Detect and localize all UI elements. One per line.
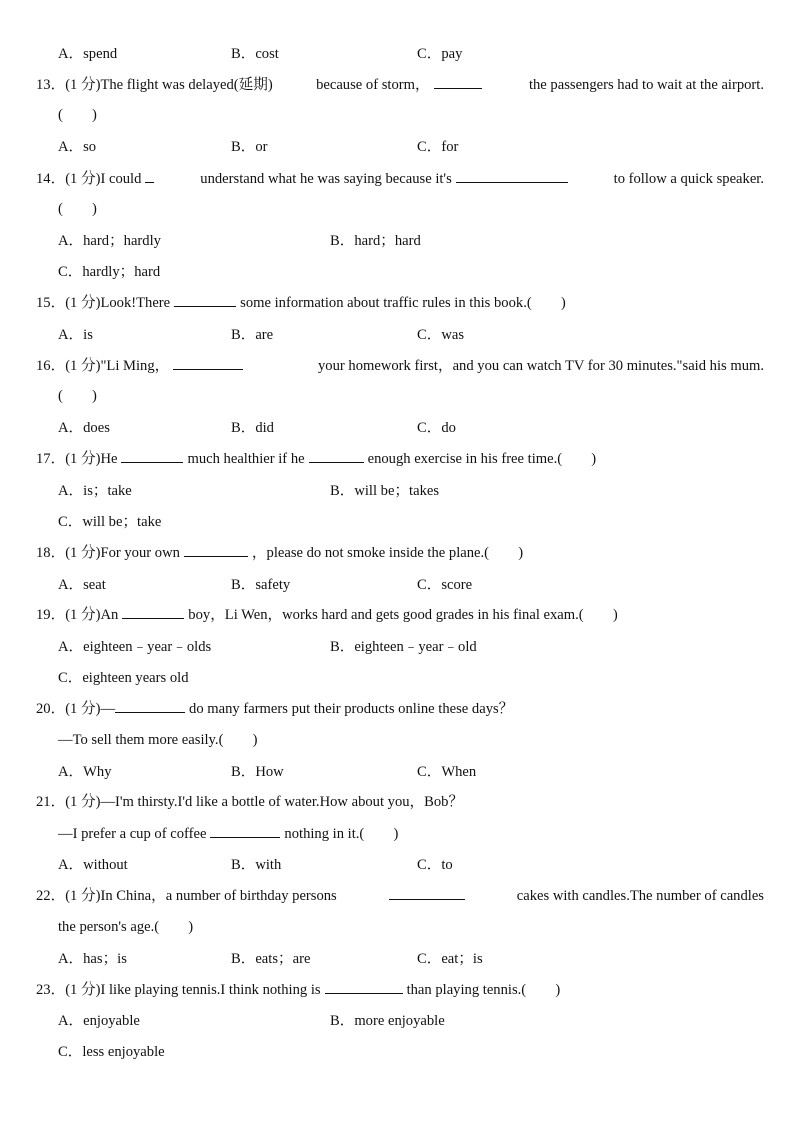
q20-blank xyxy=(115,698,185,713)
q12-option-c: C．pay xyxy=(417,46,463,62)
q21-paren: ( ) xyxy=(359,826,399,842)
q23-number: 23．(1 分) xyxy=(36,982,101,998)
q15-text-2: some information about traffic rules in this book. xyxy=(240,295,527,311)
q17-option-c: C．will be；take xyxy=(58,514,162,530)
q23-options-row2 xyxy=(58,1041,758,1063)
q23-text-2: than playing tennis. xyxy=(406,982,522,998)
q14-paren: ( ) xyxy=(58,201,97,217)
q23-paren: ( ) xyxy=(521,982,561,998)
q19-blank xyxy=(122,604,184,619)
q16-blank xyxy=(173,355,243,370)
q14-option-b: B．hard；hard xyxy=(330,233,421,249)
q14-options-row1 xyxy=(58,230,758,252)
q17-option-b: B．will be；takes xyxy=(330,483,440,499)
q21-line-2 xyxy=(58,823,764,845)
q20-number: 20．(1 分) xyxy=(36,701,101,717)
q20-options xyxy=(58,761,758,783)
q20-text-2: do many farmers put their products online these days？ xyxy=(189,701,514,717)
q13-option-a: A．so xyxy=(58,139,97,155)
q18-blank xyxy=(184,542,248,557)
q17-text-3: enough exercise in his free time. xyxy=(367,451,558,467)
q16-text-2: your homework first，and you can watch TV for 30 minutes."said his mum. xyxy=(318,358,764,374)
q20-option-b: B．How xyxy=(231,764,284,780)
q17-paren: ( ) xyxy=(557,451,597,467)
q18-text-2: ，please do not smoke inside the plane. xyxy=(251,545,485,561)
q19-paren: ( ) xyxy=(578,607,618,623)
q22-number: 22．(1 分) xyxy=(36,888,101,904)
q22-blank-1 xyxy=(389,885,465,900)
q17-blank-2 xyxy=(309,448,364,463)
q20-text-3: —To sell them more easily. xyxy=(58,732,219,748)
q15-option-a: A．is xyxy=(58,327,93,343)
q18-number: 18．(1 分) xyxy=(36,545,101,561)
q20-option-c: C．When xyxy=(417,764,477,780)
q12-option-b: B．cost xyxy=(231,46,279,62)
q21-text-2: —I prefer a cup of coffee xyxy=(58,826,207,842)
q19-options-row2 xyxy=(58,667,758,689)
q15-number: 15．(1 分) xyxy=(36,295,101,311)
q16-option-a: A．does xyxy=(58,420,110,436)
q13-number: 13．(1 分) xyxy=(36,77,101,93)
q13-paren: ( ) xyxy=(58,107,97,123)
q22-text-1: In China，a number of birthday persons xyxy=(100,888,337,904)
q19-option-c: C．eighteen years old xyxy=(58,670,189,686)
q20-line-2 xyxy=(58,729,764,751)
q14-blank-2 xyxy=(456,168,568,183)
q14-text-1: I could xyxy=(100,171,142,187)
q19-number: 19．(1 分) xyxy=(36,607,101,623)
q21-blank xyxy=(210,823,280,838)
q22-text-3: the person's age. xyxy=(58,919,155,935)
q20-text-1: — xyxy=(100,701,116,717)
q14-option-c: C．hardly；hard xyxy=(58,264,161,280)
q18-option-c: C．score xyxy=(417,577,473,593)
q23-text-1: I like playing tennis.I think nothing is xyxy=(100,982,321,998)
q22-option-a: A．has；is xyxy=(58,951,127,967)
q16-stem xyxy=(36,355,764,377)
q21-option-c: C．to xyxy=(417,857,453,873)
q13-stem xyxy=(36,74,764,96)
q17-text-2: much healthier if he xyxy=(187,451,305,467)
q14-options-row2 xyxy=(58,261,758,283)
q18-text-1: For your own xyxy=(100,545,180,561)
q18-stem xyxy=(36,542,764,564)
q16-option-c: C．do xyxy=(417,420,456,436)
q23-stem xyxy=(36,979,764,1001)
q19-stem xyxy=(36,604,764,626)
q15-options xyxy=(58,324,758,346)
q21-option-b: B．with xyxy=(231,857,282,873)
q23-blank xyxy=(325,979,403,994)
q19-text-2: boy，Li Wen，works hard and gets good grades in his final exam. xyxy=(188,607,579,623)
q21-options xyxy=(58,854,758,876)
q22-options xyxy=(58,948,758,970)
q23-option-c: C．less enjoyable xyxy=(58,1044,165,1060)
q15-stem xyxy=(36,292,764,314)
q17-option-a: A．is；take xyxy=(58,483,132,499)
q14-text-2: understand what he was saying because it's xyxy=(200,171,452,187)
q16-text-1: "Li Ming， xyxy=(100,358,170,374)
q16-option-b: B．did xyxy=(231,420,274,436)
q17-blank-1 xyxy=(121,448,183,463)
q17-stem xyxy=(36,448,764,470)
q22-stem xyxy=(36,885,764,907)
q23-option-b: B．more enjoyable xyxy=(330,1013,445,1029)
q23-options-row1 xyxy=(58,1010,758,1032)
q20-paren: ( ) xyxy=(218,732,258,748)
q20-stem xyxy=(36,698,764,720)
q17-number: 17．(1 分) xyxy=(36,451,101,467)
q18-options xyxy=(58,574,758,596)
q13-blank xyxy=(434,74,482,89)
q22-option-b: B．eats；are xyxy=(231,951,311,967)
q12-option-a: A．spend xyxy=(58,46,118,62)
q21-text-3: nothing in it. xyxy=(284,826,360,842)
q13-options xyxy=(58,136,758,158)
q21-stem xyxy=(36,791,764,813)
q22-paren: ( ) xyxy=(154,919,194,935)
q12-options xyxy=(58,43,758,65)
q15-option-b: B．are xyxy=(231,327,274,343)
q20-option-a: A．Why xyxy=(58,764,112,780)
q16-paren: ( ) xyxy=(58,388,97,404)
q15-option-c: C．was xyxy=(417,327,465,343)
q19-option-a: A．eighteen﹣year﹣olds xyxy=(58,639,212,655)
q15-text-1: Look!There xyxy=(100,295,171,311)
q23-option-a: A．enjoyable xyxy=(58,1013,140,1029)
q14-stem xyxy=(36,168,764,190)
q18-paren: ( ) xyxy=(484,545,524,561)
q13-text-3: the passengers had to wait at the airport. xyxy=(528,77,764,93)
q22-line-2 xyxy=(58,916,764,938)
q14-text-3: to follow a quick speaker. xyxy=(613,171,764,187)
q18-option-a: A．seat xyxy=(58,577,106,593)
q21-text-1: —I'm thirsty.I'd like a bottle of water.How about you，Bob？ xyxy=(100,794,464,810)
q22-text-2: cakes with candles.The number of candles xyxy=(516,888,764,904)
q13-option-b: B．or xyxy=(231,139,268,155)
q16-options xyxy=(58,417,758,439)
q14-number: 14．(1 分) xyxy=(36,171,101,187)
q13-text-1: The flight was delayed(延期) xyxy=(100,77,273,93)
q13-text-2: because of storm， xyxy=(316,77,430,93)
q21-number: 21．(1 分) xyxy=(36,794,101,810)
q19-text-1: An xyxy=(100,607,119,623)
q16-number: 16．(1 分) xyxy=(36,358,101,374)
q15-blank xyxy=(174,292,236,307)
q22-option-c: C．eat；is xyxy=(417,951,483,967)
q14-blank-1 xyxy=(145,168,154,183)
q21-option-a: A．without xyxy=(58,857,128,873)
q17-text-1: He xyxy=(100,451,118,467)
q18-option-b: B．safety xyxy=(231,577,291,593)
q19-option-b: B．eighteen﹣year﹣old xyxy=(330,639,477,655)
q15-paren: ( ) xyxy=(526,295,566,311)
q13-option-c: C．for xyxy=(417,139,459,155)
q17-options-row2 xyxy=(58,511,758,533)
q17-options-row1 xyxy=(58,480,758,502)
q19-options-row1 xyxy=(58,636,758,658)
q14-option-a: A．hard；hardly xyxy=(58,233,161,249)
